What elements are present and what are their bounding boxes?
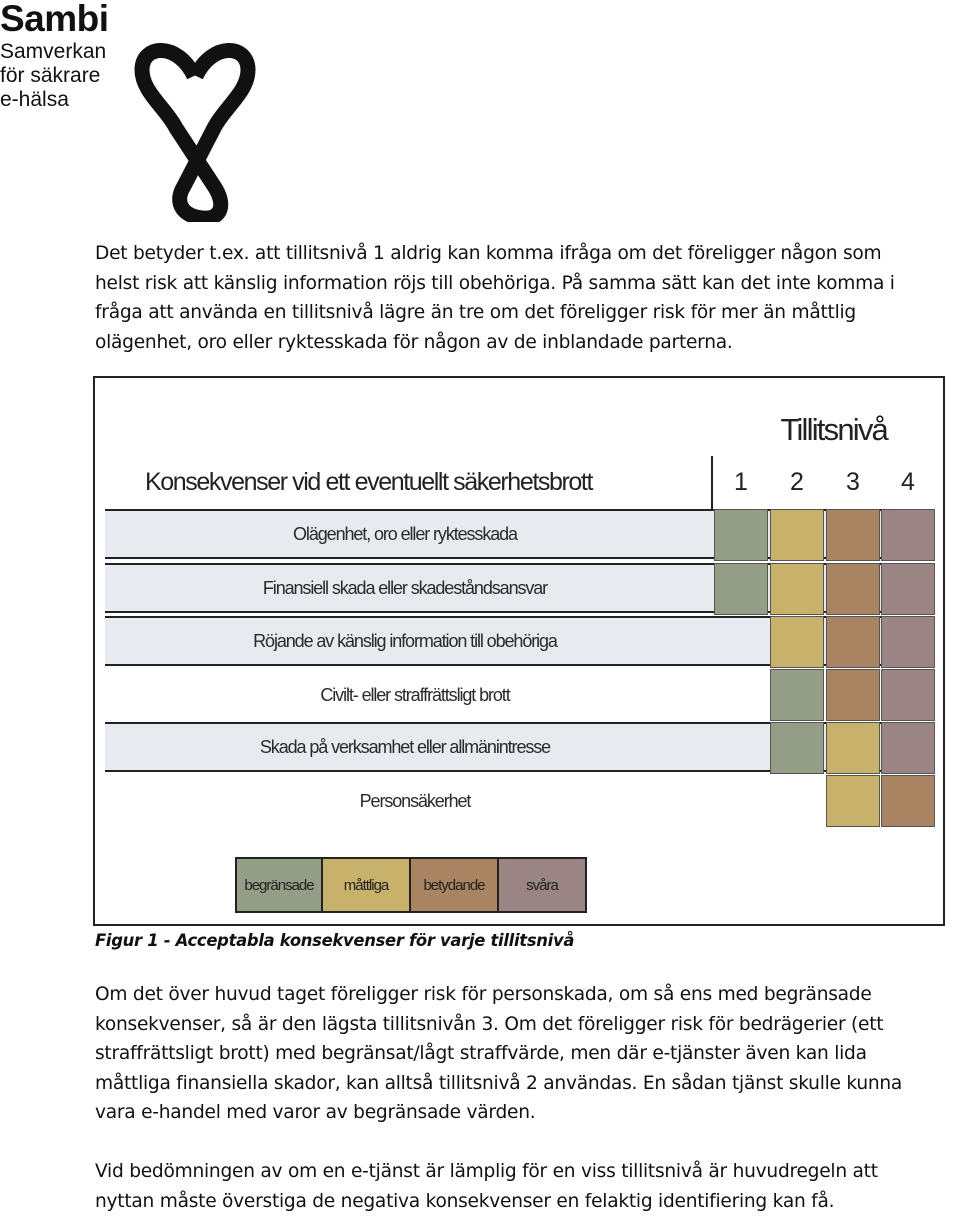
- consequence-cell: [826, 563, 880, 615]
- consequence-cell: [770, 616, 824, 668]
- consequence-label: Civilt- eller straffrättsligt brott: [320, 684, 510, 705]
- trust-level-4: 4: [901, 468, 915, 496]
- text-line: vara e-handel med varor av begränsade värden.: [95, 1102, 536, 1123]
- text-line: olägenhet, oro eller ryktesskada för någon av de inblandade parterna.: [95, 331, 733, 353]
- consequence-cell: [770, 669, 824, 721]
- trust-level-2: 2: [790, 468, 804, 496]
- consequence-label: Röjande av känslig information till obehöriga: [253, 630, 557, 651]
- consequence-cell: [881, 616, 935, 668]
- body-paragraph: [95, 980, 957, 1128]
- consequence-cell: [826, 722, 880, 774]
- consequence-row: [105, 775, 935, 827]
- legend-item-begransade: begränsade: [235, 857, 323, 913]
- consequence-cell: [881, 669, 935, 721]
- consequence-cell: [826, 669, 880, 721]
- logo-name: Sambi: [0, 0, 109, 39]
- text-line: Vid bedömningen av om en e-tjänst är lämplig för en viss tillitsnivå är huvudregeln att: [95, 1161, 878, 1182]
- legend-item-betydande: betydande: [411, 857, 499, 913]
- consequence-label: Olägenhet, oro eller ryktesskada: [293, 523, 517, 544]
- heart-knot-icon: [130, 36, 260, 222]
- text-line: Om det över huvud taget föreligger risk för personskada, om så ens med begränsade: [95, 984, 872, 1005]
- trust-level-figure: [93, 376, 945, 926]
- text-line: konsekvenser, så är den lägsta tillitsnivån 3. Om det föreligger risk för bedrägerier (ett: [95, 1013, 884, 1035]
- consequence-cell: [714, 563, 768, 615]
- logo-tagline-line: e-hälsa: [0, 88, 69, 111]
- consequence-cell: [826, 775, 880, 827]
- trust-level-1: 1: [734, 468, 748, 496]
- trust-level-3: 3: [846, 468, 860, 496]
- consequence-cell: [770, 509, 824, 561]
- consequence-cell: [826, 616, 880, 668]
- text-line: måttliga finansiella skador, kan alltså tillitsnivå 2 användas. En sådan tjänst skulle kunna: [95, 1072, 903, 1094]
- text-line: Det betyder t.ex. att tillitsnivå 1 aldrig kan komma ifråga om det föreligger någon som: [95, 243, 882, 264]
- consequence-cell: [881, 563, 935, 615]
- legend-item-mattliga: måttliga: [323, 857, 411, 913]
- column-divider: [711, 456, 713, 509]
- consequence-label: Personsäkerhet: [359, 790, 471, 811]
- figure-title: Tillitsnivå: [780, 412, 887, 447]
- legend-item-svara: svåra: [499, 857, 587, 913]
- severity-legend: [235, 857, 587, 913]
- body-paragraph: [95, 1157, 957, 1216]
- consequence-label: Skada på verksamhet eller allmänintresse: [259, 736, 551, 757]
- consequence-cell: [770, 722, 824, 774]
- text-line: fråga att använda en tillitsnivå lägre än tre om det föreligger risk för mer än måttlig: [95, 302, 856, 323]
- consequence-cell: [770, 563, 824, 615]
- text-line: helst risk att känslig information röjs till obehöriga. På samma sätt kan det inte komma i: [95, 272, 895, 294]
- consequence-cell: [881, 722, 935, 774]
- logo-tagline-line: för säkrare: [0, 64, 101, 87]
- logo-tagline-line: Samverkan: [0, 40, 107, 63]
- sambi-logo: [0, 0, 260, 225]
- consequence-cell: [881, 775, 935, 827]
- figure-subtitle: Konsekvenser vid ett eventuellt säkerhetsbrott: [145, 468, 592, 496]
- consequence-cell: [826, 509, 880, 561]
- text-line: straffrättsligt brott) med begränsat/lågt straffvärde, men där e-tjänster även kan lida: [95, 1043, 867, 1064]
- figure-caption: Figur 1 - Acceptabla konsekvenser för varje tillitsnivå: [95, 931, 575, 950]
- consequence-label: Finansiell skada eller skadeståndsansvar: [262, 577, 548, 598]
- intro-paragraph: [95, 239, 957, 357]
- consequence-cell: [714, 509, 768, 561]
- text-line: nyttan måste överstiga de negativa konsekvenser en felaktig identifiering kan få.: [95, 1190, 835, 1212]
- consequence-cell: [881, 509, 935, 561]
